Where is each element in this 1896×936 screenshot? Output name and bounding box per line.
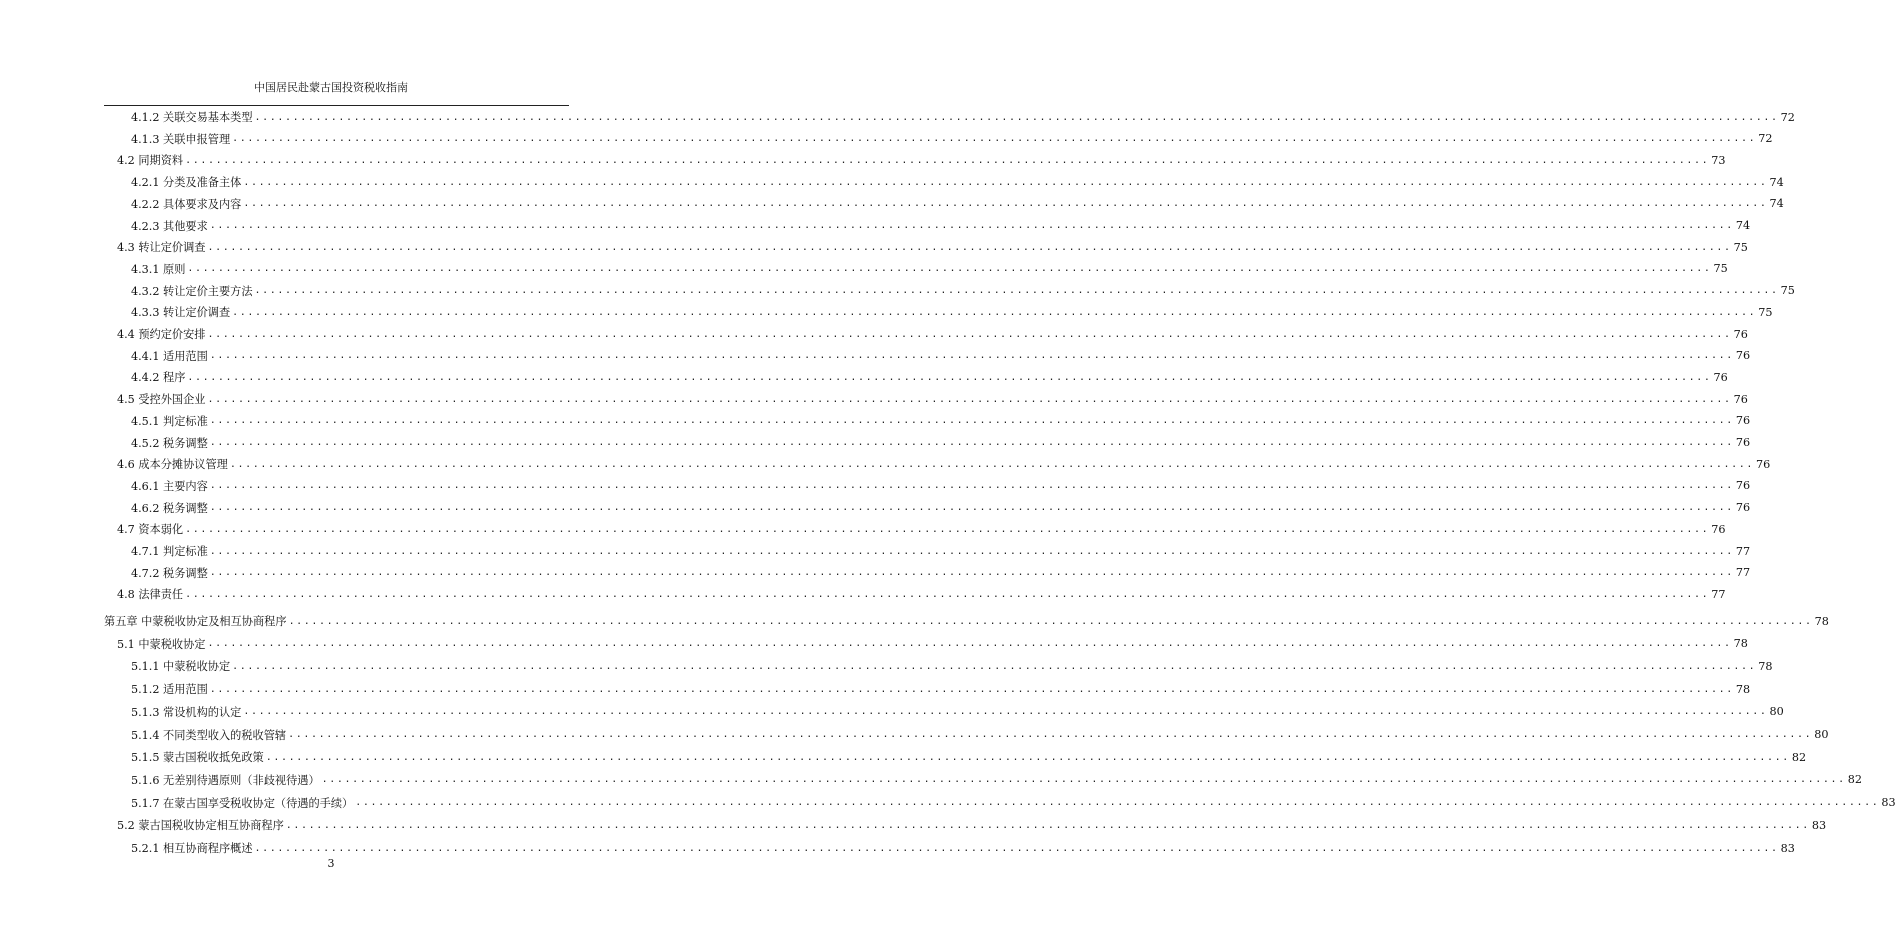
toc-leader-dots: ........................................................................................................................................................................................................ (243, 198, 1768, 210)
toc-entry-page: 82 (1791, 750, 1807, 764)
toc-entry-label: 4.2.1 分类及准备主体 (131, 176, 242, 190)
toc-entry-page: 75 (1758, 305, 1773, 319)
toc-leader-dots: ........................................................................................................................................................................................................ (209, 567, 1734, 579)
toc-leader-dots: ........................................................................................................................................................................................................ (254, 285, 1779, 297)
toc-entry-label: 5.1.2 适用范围 (131, 683, 208, 697)
toc-entry-label: 4.3.2 转让定价主要方法 (131, 284, 253, 298)
toc-leader-dots: ........................................................................................................................................................................................................ (209, 350, 1734, 362)
toc-entry[interactable] (131, 770, 1863, 790)
toc-entry[interactable] (131, 433, 1751, 453)
toc-entry-page: 74 (1735, 219, 1751, 232)
toc-entry-label: 第五章 中蒙税收协定及相互协商程序 (104, 615, 287, 628)
toc-leader-dots: ........................................................................................................................................................................................................ (265, 751, 1790, 763)
toc-entry-label: 4.2.3 其他要求 (131, 219, 208, 233)
toc-entry-page: 77 (1711, 587, 1726, 601)
toc-entry-label: 4.1.3 关联申报管理 (131, 132, 231, 146)
toc-leader-dots: ........................................................................................................................................................................................................ (232, 133, 1757, 145)
toc-entry-label: 4.3.1 原则 (131, 262, 186, 276)
toc-entry[interactable] (104, 611, 1829, 631)
toc-entry-page: 83 (1881, 796, 1896, 810)
toc-entry[interactable] (131, 702, 1784, 722)
toc-leader-dots: ........................................................................................................................................................................................................ (209, 545, 1734, 557)
toc-entry[interactable] (131, 346, 1751, 366)
toc-leader-dots: ........................................................................................................................................................................................................ (209, 683, 1734, 695)
toc-entry[interactable] (117, 815, 1827, 835)
toc-entry-label: 4.3.3 转让定价调查 (131, 306, 231, 320)
toc-entry-label: 5.2.1 相互协商程序概述 (131, 842, 253, 855)
toc-entry-page: 75 (1713, 262, 1728, 276)
toc-entry-page: 76 (1735, 479, 1751, 493)
toc-entry[interactable] (131, 563, 1751, 583)
toc-entry-page: 73 (1711, 153, 1726, 167)
toc-entry-page: 78 (1735, 682, 1751, 696)
toc-entry-label: 4.2 同期资料 (117, 154, 184, 168)
toc-entry[interactable] (131, 281, 1795, 301)
toc-entry[interactable] (131, 411, 1751, 431)
toc-entry-label: 5.1.4 不同类型收入的税收管辖 (131, 728, 287, 742)
toc-entry[interactable] (117, 584, 1726, 604)
toc-entry[interactable] (131, 656, 1773, 676)
toc-entry-label: 5.1.5 蒙古国税收抵免政策 (131, 751, 264, 765)
toc-leader-dots: ........................................................................................................................................................................................................ (243, 706, 1768, 718)
toc-entry[interactable] (131, 129, 1773, 149)
toc-entry-label: 4.6.2 税务调整 (131, 501, 208, 515)
toc-entry-label: 4.4 预约定价安排 (117, 328, 206, 341)
toc-leader-dots: ........................................................................................................................................................................................................ (209, 220, 1734, 231)
toc-entry-page: 76 (1733, 392, 1748, 406)
toc-entry-label: 4.5 受控外国企业 (117, 393, 206, 407)
toc-entry-page: 76 (1733, 327, 1748, 341)
toc-entry[interactable] (131, 302, 1773, 322)
running-header: 中国居民赴蒙古国投资税收指南 (254, 81, 408, 94)
toc-entry-page: 82 (1847, 773, 1863, 787)
toc-entry-page: 83 (1811, 818, 1827, 832)
toc-leader-dots: ........................................................................................................................................................................................................ (207, 241, 1732, 253)
toc-entry-page: 77 (1735, 544, 1751, 558)
toc-leader-dots: ........................................................................................................................................................................................................ (355, 797, 1880, 809)
toc-leader-dots: ........................................................................................................................................................................................................ (209, 415, 1734, 427)
toc-entry-page: 72 (1758, 132, 1773, 146)
toc-entry-page: 75 (1733, 240, 1748, 254)
toc-entry[interactable] (117, 237, 1748, 257)
toc-entry-label: 4.5.2 税务调整 (131, 436, 208, 450)
toc-entry-page: 78 (1814, 614, 1829, 628)
toc-entry-label: 4.3 转让定价调查 (117, 241, 206, 255)
header-rule (104, 105, 569, 106)
toc-entry-page: 76 (1735, 436, 1751, 449)
toc-entry-page: 83 (1780, 841, 1795, 855)
toc-entry[interactable] (117, 519, 1726, 539)
toc-entry-label: 4.5.1 判定标准 (131, 414, 208, 428)
toc-leader-dots: ........................................................................................................................................................................................................ (243, 176, 1768, 188)
toc-entry-page: 77 (1735, 566, 1751, 580)
toc-entry[interactable] (131, 541, 1751, 561)
toc-entry-label: 4.4.1 适用范围 (131, 349, 208, 363)
toc-leader-dots: ........................................................................................................................................................................................................ (207, 393, 1732, 405)
toc-entry-label: 4.8 法律责任 (117, 588, 184, 602)
toc-entry-page: 75 (1780, 284, 1795, 298)
toc-leader-dots: ........................................................................................................................................................................................................ (232, 306, 1757, 318)
toc-entry-page: 76 (1713, 370, 1728, 384)
toc-entry[interactable] (131, 172, 1784, 192)
toc-entry-page: 80 (1814, 728, 1829, 741)
toc-entry[interactable] (117, 150, 1726, 170)
toc-entry-label: 4.2.2 具体要求及内容 (131, 197, 242, 211)
toc-entry-label: 5.1.3 常设机构的认定 (131, 705, 242, 719)
toc-entry-page: 76 (1711, 522, 1726, 536)
toc-leader-dots: ........................................................................................................................................................................................................ (254, 111, 1779, 123)
toc-leader-dots: ........................................................................................................................................................................................................ (285, 819, 1810, 831)
toc-entry-page: 78 (1758, 659, 1773, 673)
toc-leader-dots: ........................................................................................................................................................................................................ (209, 502, 1734, 514)
toc-entry-label: 4.6 成本分摊协议管理 (117, 458, 228, 472)
toc-entry[interactable] (117, 324, 1748, 344)
toc-entry-page: 76 (1735, 501, 1751, 515)
toc-entry[interactable] (131, 216, 1751, 236)
toc-entry-label: 5.1.6 无差别待遇原则（非歧视待遇） (131, 773, 320, 787)
toc-entry-label: 5.1.1 中蒙税收协定 (131, 660, 231, 674)
toc-leader-dots: ........................................................................................................................................................................................................ (187, 371, 1712, 383)
toc-leader-dots: ........................................................................................................................................................................................................ (207, 328, 1732, 340)
toc-leader-dots: ........................................................................................................................................................................................................ (209, 480, 1734, 492)
toc-leader-dots: ........................................................................................................................................................................................................ (185, 523, 1710, 535)
toc-leader-dots: ........................................................................................................................................................................................................ (185, 588, 1710, 600)
toc-entry-page: 80 (1769, 705, 1784, 719)
toc-entry[interactable] (131, 725, 1829, 745)
toc-entry[interactable] (131, 793, 1896, 813)
toc-entry-label: 5.1.7 在蒙古国享受税收协定（待遇的手续） (131, 796, 354, 810)
toc-entry-page: 72 (1780, 110, 1795, 124)
toc-entry[interactable] (131, 679, 1751, 699)
toc-entry[interactable] (131, 259, 1728, 279)
toc-leader-dots: ........................................................................................................................................................................................................ (185, 154, 1710, 166)
toc-entry[interactable] (131, 747, 1807, 767)
toc-entry-label: 5.2 蒙古国税收协定相互协商程序 (117, 819, 284, 833)
toc-entry-page: 76 (1735, 414, 1751, 428)
toc-entry-page: 74 (1769, 175, 1784, 189)
toc-entry-page: 78 (1733, 637, 1748, 651)
toc-entry[interactable] (131, 367, 1728, 387)
toc-entry-label: 4.4.2 程序 (131, 371, 186, 385)
toc-entry[interactable] (131, 498, 1751, 518)
toc-leader-dots: ........................................................................................................................................................................................................ (321, 774, 1846, 786)
toc-entry-label: 4.7.2 税务调整 (131, 566, 208, 580)
toc-leader-dots: ........................................................................................................................................................................................................ (254, 842, 1779, 854)
toc-entry[interactable] (131, 838, 1795, 858)
toc-entry[interactable] (131, 476, 1751, 496)
toc-entry-label: 4.7 资本弱化 (117, 523, 184, 537)
toc-entry-page: 76 (1735, 349, 1751, 363)
toc-entry[interactable] (117, 389, 1748, 409)
toc-entry[interactable] (131, 107, 1795, 127)
toc-entry-label: 5.1 中蒙税收协定 (117, 637, 206, 651)
toc-leader-dots: ........................................................................................................................................................................................................ (232, 660, 1757, 672)
toc-entry-label: 4.6.1 主要内容 (131, 479, 208, 493)
page-number: 3 (327, 857, 335, 870)
toc-entry[interactable] (117, 454, 1771, 474)
toc-leader-dots: ........................................................................................................................................................................................................ (207, 638, 1732, 650)
toc-entry-label: 4.7.1 判定标准 (131, 545, 208, 558)
toc-entry-label: 4.1.2 关联交易基本类型 (131, 111, 253, 124)
toc-leader-dots: ........................................................................................................................................................................................................ (288, 729, 1813, 740)
toc-leader-dots: ........................................................................................................................................................................................................ (209, 437, 1734, 448)
toc-leader-dots: ........................................................................................................................................................................................................ (229, 458, 1754, 470)
toc-entry-page: 76 (1755, 457, 1771, 471)
toc-leader-dots: ........................................................................................................................................................................................................ (187, 263, 1712, 275)
toc-entry-page: 74 (1769, 197, 1784, 211)
toc-leader-dots: ........................................................................................................................................................................................................ (288, 615, 1813, 627)
toc-entry[interactable] (131, 194, 1784, 214)
toc-entry[interactable] (117, 634, 1748, 654)
